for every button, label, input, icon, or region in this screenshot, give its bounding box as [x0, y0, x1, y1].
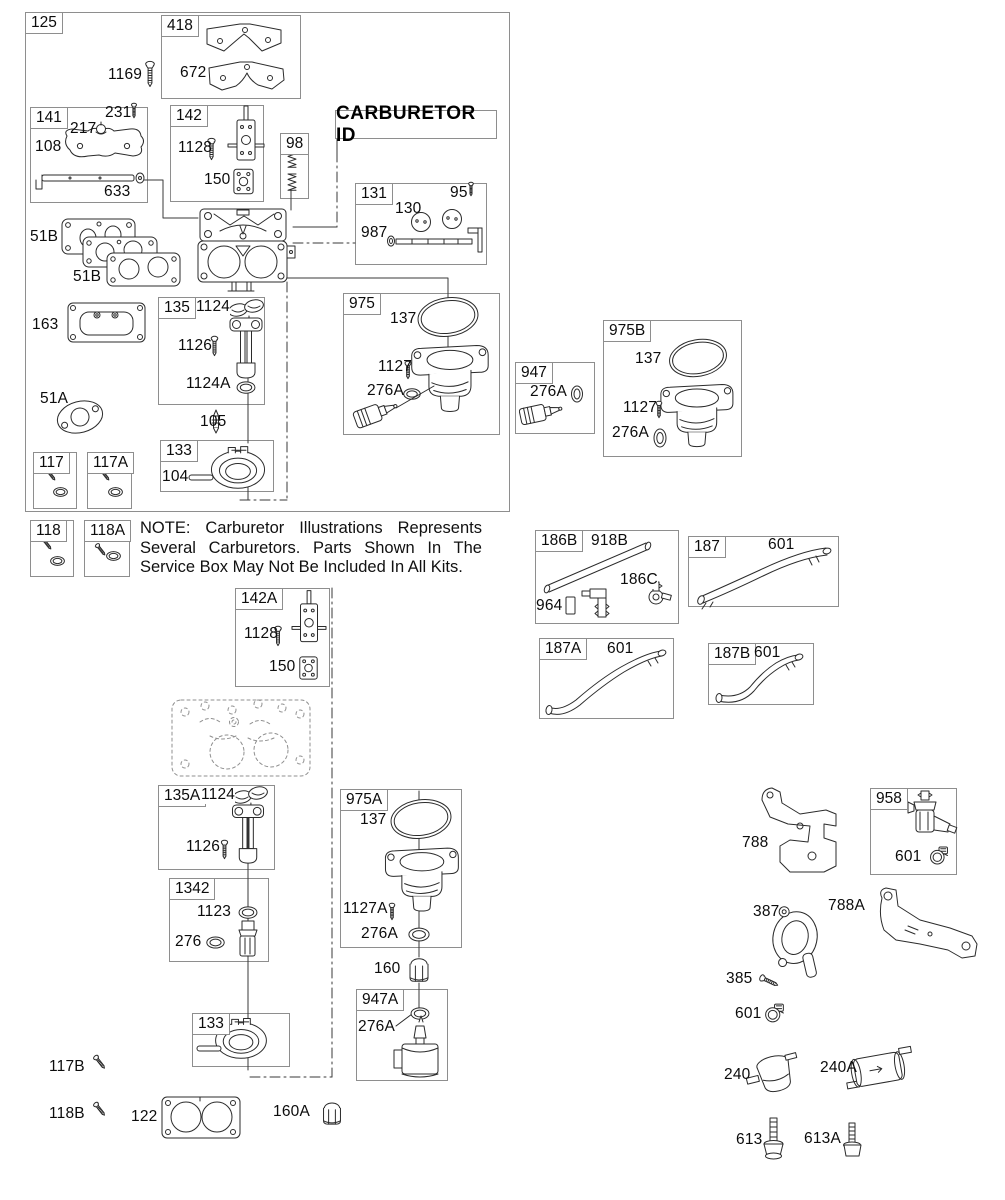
air-cleaner-gasket-418-drawing [207, 24, 281, 51]
callout-1127A: 1127A [343, 900, 388, 917]
box-label-418: 418 [161, 15, 199, 37]
callout-186C: 186C [620, 571, 658, 588]
jet-assembly-135-drawing [230, 316, 262, 378]
box-label-98: 98 [280, 133, 309, 155]
callout-117B: 117B [49, 1058, 85, 1075]
throttle-shaft-142A-drawing [292, 591, 326, 642]
box-label-975B: 975B [603, 320, 651, 342]
bracket-788A-drawing [880, 888, 977, 958]
box-label-117A: 117A [87, 452, 134, 474]
spring-98-drawing [288, 151, 296, 190]
box-label-186B: 186B [535, 530, 583, 552]
callout-613A: 613A [804, 1130, 841, 1147]
callout-240A: 240A [820, 1059, 857, 1076]
carburetor-id-title: CARBURETOR ID [336, 102, 476, 146]
box-label-187: 187 [688, 536, 726, 558]
box-label-135A: 135A [158, 785, 206, 807]
float-bowl-133-drawing [211, 447, 264, 489]
plate-150-142A-drawing [300, 657, 317, 679]
callout-104: 104 [162, 468, 189, 485]
callout-1124A: 1124A [186, 375, 231, 392]
clamp-601-drawing [766, 1004, 784, 1022]
pin-104-lower-drawing [197, 1046, 221, 1051]
clamp-601-958-drawing [931, 847, 948, 864]
box-label-118: 118 [30, 520, 67, 542]
callout-276A-947: 276A [530, 383, 567, 400]
callout-240: 240 [724, 1066, 751, 1083]
callout-150: 150 [204, 171, 231, 188]
callout-122: 122 [131, 1108, 158, 1125]
callout-672: 672 [180, 64, 207, 81]
callout-160A: 160A [273, 1103, 310, 1120]
note-line-1: NOTE: Carburetor Illustrations Represents [140, 519, 482, 537]
box-label-947A: 947A [356, 989, 404, 1011]
throttle-shaft-987-drawing [388, 228, 483, 252]
callout-105: 105 [200, 413, 227, 430]
callout-276A-975A: 276A [361, 925, 398, 942]
box-label-141: 141 [30, 107, 68, 129]
callout-601-187A: 601 [607, 640, 634, 657]
throttle-shaft-142-drawing [228, 106, 264, 160]
callout-231: 231 [105, 104, 132, 121]
callout-276: 276 [175, 933, 202, 950]
box-label-142A: 142A [235, 588, 283, 610]
callout-118B: 118B [49, 1105, 85, 1122]
callout-601-958: 601 [895, 848, 922, 865]
carburetor-body-drawing [198, 209, 295, 291]
callout-137-975A: 137 [360, 811, 387, 828]
callout-1169: 1169 [108, 66, 143, 83]
callout-1124-135A: 1124 [201, 786, 236, 803]
callout-150-142A: 150 [269, 658, 296, 675]
callout-964: 964 [536, 597, 563, 614]
callout-633: 633 [104, 183, 131, 200]
fuel-valve-958-drawing [908, 791, 957, 833]
callout-217: 217 [70, 120, 97, 137]
box-label-118A: 118A [84, 520, 131, 542]
box-label-958: 958 [870, 788, 908, 810]
callout-601-187B: 601 [754, 644, 781, 661]
plate-150-drawing [234, 169, 253, 194]
clip-217-drawing [96, 122, 106, 134]
gasket-122-drawing [162, 1097, 240, 1138]
callout-987: 987 [361, 224, 388, 241]
callout-788: 788 [742, 834, 769, 851]
fuel-filter-240-drawing [743, 1051, 804, 1098]
box-label-975A: 975A [340, 789, 388, 811]
callout-1126: 1126 [178, 337, 213, 354]
callout-163: 163 [32, 316, 59, 333]
callout-387: 387 [753, 903, 780, 920]
box-label-187A: 187A [539, 638, 587, 660]
box-label-133: 133 [160, 440, 198, 462]
callout-276A-975B: 276A [612, 424, 649, 441]
callout-276A-947A: 276A [358, 1018, 395, 1035]
box-label-187B: 187B [708, 643, 756, 665]
callout-276A-975: 276A [367, 382, 404, 399]
callout-130: 130 [395, 200, 422, 217]
connector-lines [140, 137, 448, 1070]
callout-160: 160 [374, 960, 401, 977]
box-label-117: 117 [33, 452, 70, 474]
callout-385: 385 [726, 970, 753, 987]
cylinder-head-ghost-drawing [172, 700, 310, 776]
box-label-975: 975 [343, 293, 381, 315]
nut-160A-drawing [324, 1103, 341, 1124]
box-label-947: 947 [515, 362, 553, 384]
service-note [140, 519, 482, 578]
callout-1128: 1128 [178, 139, 213, 156]
callout-137-975: 137 [390, 310, 417, 327]
bowl-kit-975B-drawing [654, 335, 733, 447]
washer-1124A-drawing [237, 382, 255, 393]
box-label-142: 142 [170, 105, 208, 127]
callout-51A: 51A [40, 390, 69, 407]
note-line-3: Service Box May Not Be Included In All Kits. [140, 558, 463, 576]
float-1124-drawing [227, 298, 264, 318]
screw-118B-drawing [93, 1101, 107, 1116]
dash-dot-boundary-lines [240, 152, 355, 1077]
kit-118A-parts-drawing [95, 543, 121, 560]
screw-231-drawing [132, 103, 137, 117]
carburetor-id-box [335, 102, 497, 146]
callout-108: 108 [35, 138, 62, 155]
nut-160-drawing [410, 959, 428, 982]
elbow-fitting-186B-drawing [582, 589, 609, 617]
screw-1126-135A-drawing [221, 840, 227, 858]
screw-1169-drawing [146, 61, 155, 86]
pin-104-drawing [189, 475, 213, 480]
box-label-133-lower: 133 [192, 1013, 230, 1035]
callout-788A: 788A [828, 897, 865, 914]
bowl-kit-975A-drawing [385, 796, 458, 941]
callout-1127-975: 1127 [378, 358, 413, 375]
callout-1128-142A: 1128 [244, 625, 279, 642]
box-label-135: 135 [158, 297, 196, 319]
valve-gasket-163-drawing [68, 303, 145, 342]
callout-918B: 918B [591, 532, 628, 549]
box-label-125: 125 [25, 12, 63, 34]
float-1124-135A-drawing [231, 785, 268, 805]
callout-1127-975B: 1127 [623, 399, 658, 416]
screw-95-drawing [469, 182, 474, 196]
callout-51B-b: 51B [73, 268, 102, 285]
callout-137-975B: 137 [635, 350, 662, 367]
box-label-1342: 1342 [169, 878, 215, 900]
air-cleaner-gasket-672-drawing [209, 62, 284, 90]
callout-1124: 1124 [196, 298, 231, 315]
callout-1126-135A: 1126 [186, 838, 221, 855]
screw-385-drawing [759, 974, 779, 988]
box-label-131: 131 [355, 183, 393, 205]
callout-601-loose: 601 [735, 1005, 762, 1022]
spacer-964-drawing [566, 597, 575, 614]
callout-51B-a: 51B [30, 228, 59, 245]
callout-613: 613 [736, 1131, 763, 1148]
screw-613A-drawing [844, 1123, 862, 1156]
screw-1126-drawing [211, 336, 218, 355]
callout-601-187: 601 [768, 536, 795, 553]
bracket-788-drawing [762, 788, 836, 872]
screw-613-drawing [764, 1118, 783, 1159]
callout-95: 95 [450, 184, 468, 201]
note-line-2: Several Carburetors. Parts Shown In The [140, 538, 482, 557]
callout-1123: 1123 [197, 903, 232, 920]
screw-117B-drawing [93, 1054, 107, 1069]
solenoid-kit-947A-drawing [394, 1008, 438, 1077]
